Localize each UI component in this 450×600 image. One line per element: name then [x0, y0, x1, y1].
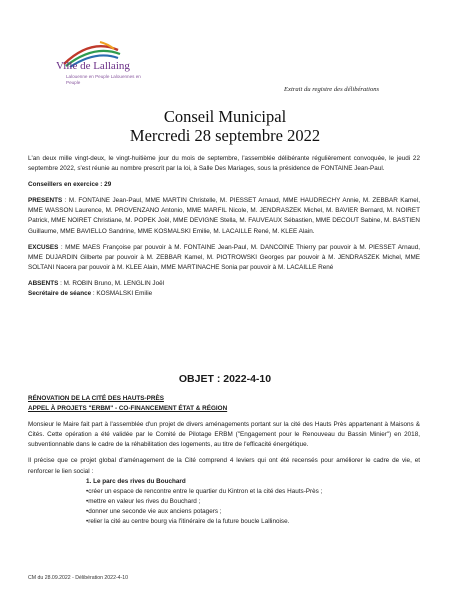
- list-title: 1. Le parc des rives du Bouchard: [86, 477, 420, 487]
- excuses-label: EXCUSES: [28, 243, 59, 251]
- logo-name: Ville de Lallaing: [56, 60, 130, 72]
- city-logo: [56, 40, 166, 100]
- absents-label: ABSENTS: [28, 279, 59, 287]
- intro-paragraph: L'an deux mille vingt-deux, le vingt-huitième jour du mois de septembre, l'assemblée délibérante régulièrement convoquée, le jeudi 22 septembre 2022, s'est réunie au nombre prescrit par la loi, à Salle Des Mariages, sous la présidence de FONTAINE Jean-Paul.: [28, 155, 420, 173]
- page-title: Conseil Municipal: [163, 107, 287, 126]
- list-item: • relier la cité au centre bourg via l'itinéraire de la future boucle Lallinoise.: [86, 517, 420, 527]
- excuses-paragraph: [28, 243, 420, 273]
- secretaire-paragraph: [28, 289, 420, 299]
- excuses-text: : MME MAES Françoise par pouvoir à M. FONTAINE Jean-Paul, M. DANCOINE Thierry par pouvoir à M. PIESSET Arnaud, MME DUJARDIN Gilberte par pouvoir à M. ZEBBAR Kamel, M. PIOTROWSKI Georges par pouvoir à M. JENDRASZEK Michel, MME SOLTANI Nacera par pouvoir à M. KLEE Alain, MME MARTINACHE Sonia par pouvoir à M. LACAILLE René: [28, 243, 420, 271]
- body-paragraph-2: Il précise que ce projet global d'aménagement de la Cité comprend 4 leviers qui ont été recensés pour améliorer le cadre de vie, et renforcer le lien social :: [28, 457, 420, 475]
- page-date: Mercredi 28 septembre 2022: [129, 126, 321, 145]
- absents-paragraph: [28, 279, 420, 289]
- conseillers-count: Conseillers en exercice : 29: [28, 181, 112, 189]
- presents-label: PRESENTS: [28, 197, 63, 205]
- absents-text: : M. ROBIN Bruno, M. LENGLIN Joël: [58, 279, 165, 287]
- section-heading-1: RÉNOVATION DE LA CITÉ DES HAUTS-PRÈS: [28, 395, 164, 402]
- logo-tagline: Lalouenne en Peuple Lalouennes en Peuple: [66, 74, 141, 85]
- page-footer: CM du 28.09.2022 - Délibération 2022-4-10: [28, 575, 129, 581]
- presents-text: : M. FONTAINE Jean-Paul, MME MARTIN Christelle, M. PIESSET Arnaud, MME HAUDRECHY Annie, M. ZEBBAR Kamel, MME WASSON Laurence, M. PROVENZANO Antonio, MME MARFIL Nicole, M. JENDRASZEK Michel, M. BAVIER Bernard, M. NOIRET Patrick, MME NOIRET Christiane, M. POPEK Joël, MME DEVIGNE Stella, M. FAUVEAUX Sébastien, MME DECOUT Sabine, M. BASTIEN Guillaume, MME BAVIELLO Sandrine, MME KOSMALSKI Emilie, M. LACAILLE René, M. KLEE Alain.: [28, 197, 420, 235]
- extract-label: Extrait du registre des délibérations: [284, 86, 380, 93]
- list-item: • créer un espace de rencontre entre le quartier du Kintron et la cité des Hauts-Près ;: [86, 487, 420, 497]
- secretaire-text: : KOSMALSKI Emilie: [91, 290, 153, 298]
- meeting-details: [28, 154, 420, 305]
- secretaire-label: Secrétaire de séance: [28, 290, 92, 298]
- section-heading-2: APPEL À PROJETS "ERBM" - CO-FINANCEMENT ÉTAT & RÉGION: [28, 405, 228, 413]
- presents-paragraph: [28, 196, 420, 236]
- deliberation-body: [28, 394, 420, 527]
- list-item: • mettre en valeur les rives du Bouchard ;: [86, 497, 420, 507]
- list-item: • donner une seconde vie aux anciens potagers ;: [86, 507, 420, 517]
- objet-heading: OBJET : 2022-4-10: [178, 373, 272, 385]
- body-paragraph-1: Monsieur le Maire fait part à l'assemblée d'un projet de divers aménagements portant sur la cité des Hauts Près appartenant à Maisons & Cités. Cette opération a été validée par le Comité de Pilotage ERBM ("Engagement pour le Renouveau du Bassin Minier") en 2018, subventionnable dans le cadre de la réhabilitation des logements, au titre de l'efficacité énergétique.: [28, 421, 420, 449]
